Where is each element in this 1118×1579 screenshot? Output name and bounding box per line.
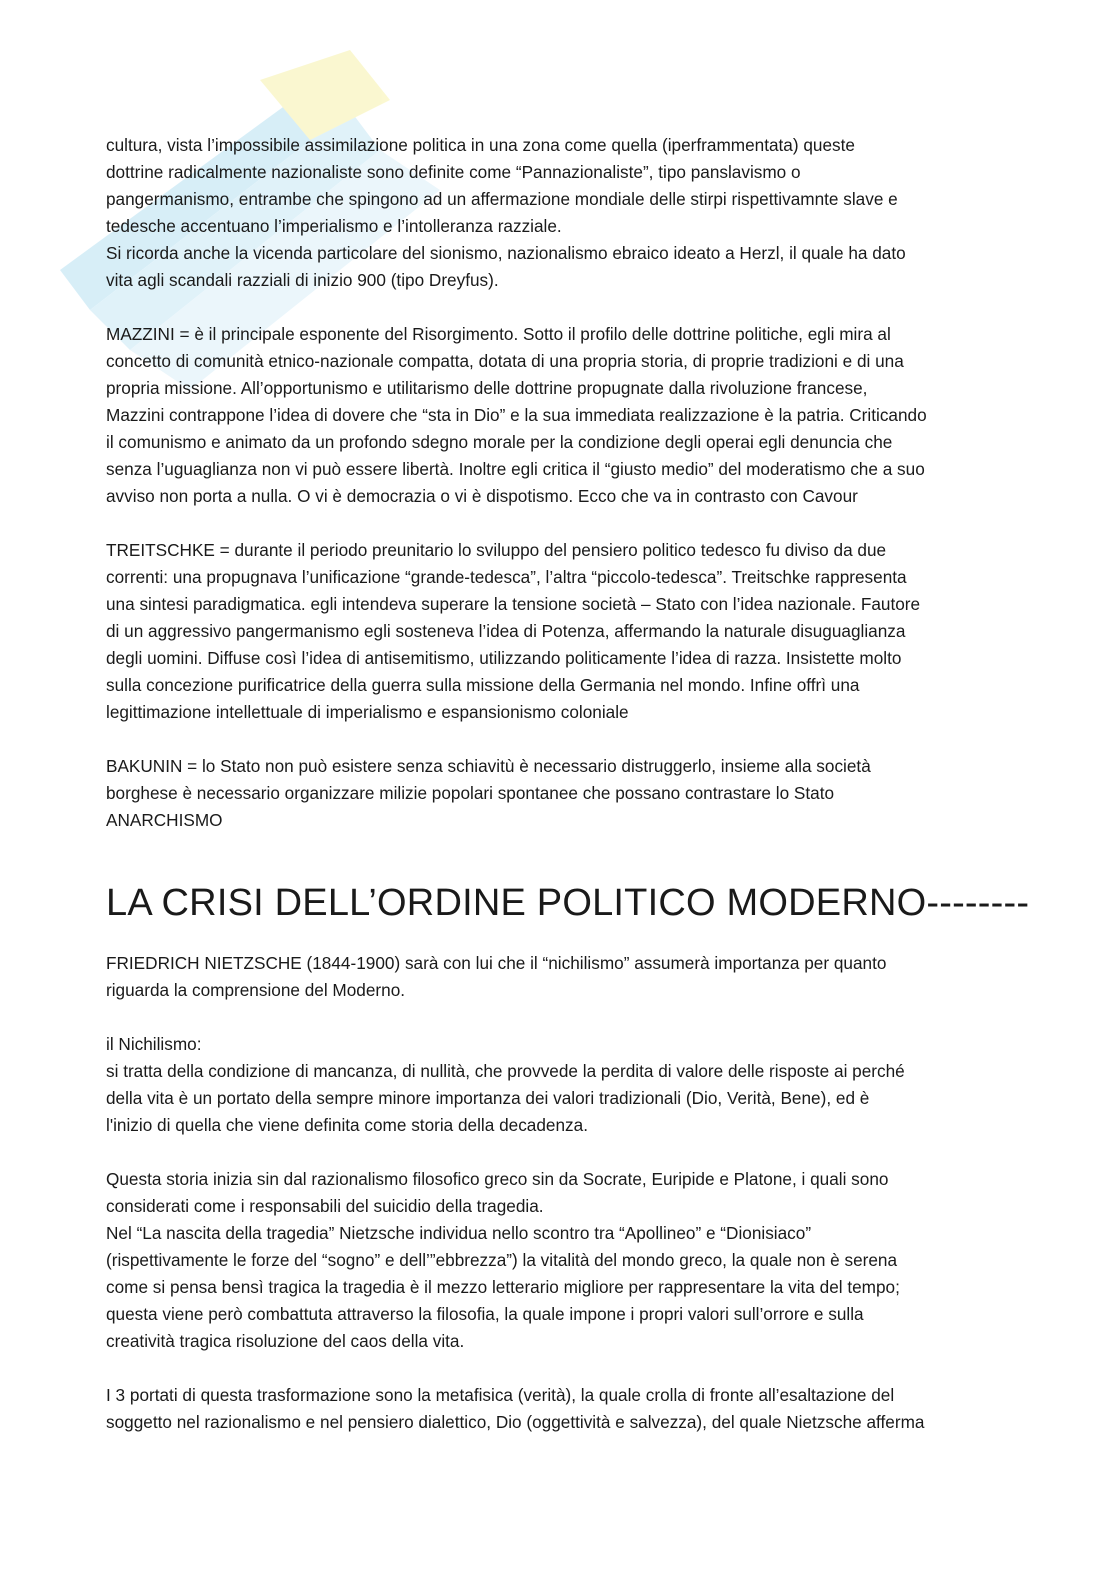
paragraph-nichilismo: il Nichilismo: si tratta della condizione di mancanza, di nullità, che provvede la perdita di valore delle risposte ai perché della vita è un portato della sempre minore importanza dei valori tradizionali (Dio, Verità, Bene), ed è l'inizio di quella che viene definita come storia della decadenza.	[106, 1034, 905, 1135]
paragraph-treitschke: TREITSCHKE = durante il periodo preunitario lo sviluppo del pensiero politico tedesco fu diviso da due correnti: una propugnava l’unificazione “grande-tedesca”, l’altra “piccolo-tedesca”. Treitschke rappresenta una sintesi paradigmatica. egli intendeva superare la tensione società – Stato con l’idea nazionale. Fautore di un aggressivo pangermanismo egli sosteneva l’idea di Potenza, affermando la naturale disuguaglianza degli uomini. Diffuse così l’idea di antisemitismo, utilizzando politicamente l’idea di razza. Insistette molto sulla concezione purificatrice della guerra sulla missione della Germania nel mondo. Infine offrì una legittimazione intellettuale di imperialismo e espansionismo coloniale	[106, 540, 921, 722]
paragraph-portati: I 3 portati di questa trasformazione sono la metafisica (verità), la quale crolla di fronte all’esaltazione del soggetto nel razionalismo e nel pensiero dialettico, Dio (oggettività e salvezza), del quale Nietzsche afferma	[106, 1385, 925, 1432]
paragraph-pannazionalismo: cultura, vista l’impossibile assimilazione politica in una zona come quella (iperframmentata) queste dottrine radicalmente nazionaliste sono definite come “Pannazionaliste”, tipo panslavismo o pangermanismo, entrambe che spingono ad un affermazione mondiale delle stirpi rispettivamnte slave e tedesche accentuano l’imperialismo e l’intolleranza razziale. Si ricorda anche la vicenda particolare del sionismo, nazionalismo ebraico ideato a Herzl, il quale ha dato vita agli scandali razziali di inizio 900 (tipo Dreyfus).	[106, 135, 906, 290]
paragraph-mazzini: MAZZINI = è il principale esponente del Risorgimento. Sotto il profilo delle dottrine politiche, egli mira al concetto di comunità etnico-nazionale compatta, dotata di una propria storia, di proprie tradizioni e di una propria missione. All’opportunismo e utilitarismo delle dottrine propugnate dalla rivoluzione francese, Mazzini contrappone l’idea di dovere che “sta in Dio” e la sua immediata realizzazione è la patria. Criticando il comunismo e animato da un profondo sdegno morale per la condizione degli operai egli denuncia che senza l’uguaglianza non vi può essere libertà. Inoltre egli critica il “giusto medio” del moderatismo che a suo avviso non porta a nulla. O vi è democrazia o vi è dispotismo. Ecco che va in contrasto con Cavour	[106, 324, 927, 506]
paragraph-storia-decadenza: Questa storia inizia sin dal razionalismo filosofico greco sin da Socrate, Euripide e Platone, i quali sono considerati come i responsabili del suicidio della tragedia. Nel “La nascita della tragedia” Nietzsche individua nello scontro tra “Apollineo” e “Dionisiaco” (rispettivamente le forze del “sogno” e dell’”ebbrezza”) la vitalità del mondo greco, la quale non è serena come si pensa bensì tragica la tragedia è il mezzo letterario migliore per rappresentare la vita del tempo; questa viene però combattuta attraverso la filosofia, la quale impone i propri valori sull’orrore e sulla creatività tragica risoluzione del caos della vita.	[106, 1169, 900, 1351]
section-heading: LA CRISI DELL’ORDINE POLITICO MODERNO--------	[106, 882, 1030, 924]
paragraph-bakunin: BAKUNIN = lo Stato non può esistere senza schiavitù è necessario distruggerlo, insieme alla società borghese è necessario organizzare milizie popolari spontanee che possano contrastare lo Stato ANARCHISMO	[106, 756, 871, 830]
paragraph-nietzsche: FRIEDRICH NIETZSCHE (1844-1900) sarà con lui che il “nichilismo” assumerà importanza per quanto riguarda la comprensione del Moderno.	[106, 953, 887, 1000]
document-page	[106, 132, 1030, 1436]
